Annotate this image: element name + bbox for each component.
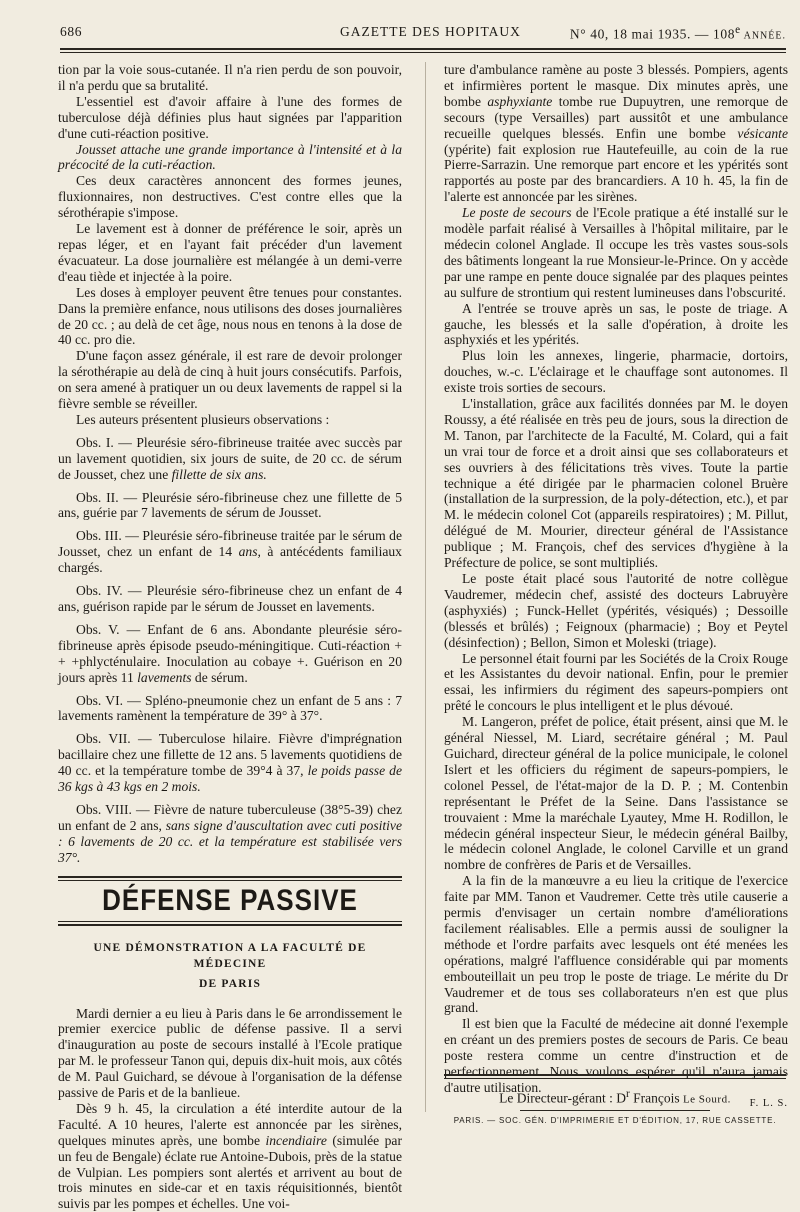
observation-4: Obs. IV. — Pleurésie séro-fibrineuse chez un enfant de 4 ans, guérison rapide par le sérum de Jousset en lavements.: [58, 583, 402, 614]
observation-3: Obs. III. — Pleurésie séro-fibrineuse traitée par le sérum de Jousset, chez un enfant de 14 ans, à antécédents familiaux chargés.: [58, 528, 402, 576]
paragraph: Il est bien que la Faculté de médecine ait donné l'exemple en créant un des premiers postes de secours de Paris. Ce beau poste restera comme un centre d'instruction et de perfectionnement. Nous voulons espérer qu'il n'aura jamais d'autre utilisation.: [444, 1016, 788, 1095]
director-credit: Le Directeur-gérant : $D^r$ François Le Sourd.: [499, 1088, 731, 1106]
paragraph: Les auteurs présentent plusieurs observations :: [76, 411, 330, 427]
paragraph: tion par la voie sous-cutanée. Il n'a rien perdu de son pouvoir, il n'a perdu que sa brutalité.: [58, 62, 402, 93]
author-initials: F. L. S.: [749, 1097, 788, 1109]
column-divider: [425, 62, 426, 1112]
section-rule: [58, 876, 402, 878]
paragraph: Le poste était placé sous l'autorité de notre collègue Vaudremer, médecin chef, assisté des docteurs Labruyère (asphyxiés) ; Funck-Hellet (ypérités, vésiqués) ; Dessoille (blessés et brûlés) ; Feignoux (pharmacie) ; Boy et Peytel (désinfection) ; Bellon, Simon et Moleski (triage).: [444, 571, 788, 650]
paragraph: Le personnel était fourni par les Sociétés de la Croix Rouge et les Assistantes du devoir national. Enfin, pour le premier essai, les infirmiers du régiment des sapeurs-pompiers ont prêté le concours le plus intelligent et le plus dévoué.: [444, 650, 788, 714]
header-rule: [60, 48, 786, 50]
paragraph: Jousset attache une grande importance à l'intensité et à la précocité de la cuti-réaction.: [58, 141, 402, 173]
section-rule: [58, 924, 402, 926]
section-rule-thin: [58, 921, 402, 922]
observation-7: Obs. VII. — Tuberculose hilaire. Fièvre d'imprégnation bacillaire chez une fillette de 12 ans. 5 lavements quotidiens de 40 cc. et la température tombe de 39°4 à 37, le poids passe de 36 kgs à 43 kgs en 2 mois.: [58, 731, 402, 795]
issue-info: N° 40, 18 mai 1935. — 108e ANNÉE.: [569, 24, 786, 42]
page-number: 686: [60, 24, 83, 39]
paragraph: Ces deux caractères annoncent des formes jeunes, fluxionnaires, non destructives. C'est contre elles que la sérothérapie s'impose.: [58, 173, 402, 221]
paragraph: A l'entrée se trouve après un sas, le poste de triage. A gauche, les blessés et la salle d'opération, à droite les asphyxiés et les ypérités.: [444, 300, 788, 348]
right-column: [444, 62, 788, 1112]
section-title: DÉFENSE PASSIVE: [102, 882, 358, 917]
observation-6: Obs. VI. — Spléno-pneumonie chez un enfant de 5 ans : 7 lavements ramènent la température de 39° à 37°.: [58, 692, 402, 724]
article-heading: UNE DÉMONSTRATION A LA FACULTÉ DE MÉDECINE: [93, 941, 367, 970]
paragraph: D'une façon assez générale, il est rare de devoir prolonger la sérothérapie au delà de cinq à huit jours consécutifs. Parfois, on sera amené à pratiquer un ou deux lavements de rappel si la fièvre semble se réveiller.: [58, 348, 402, 412]
observation-1: Obs. I. — Pleurésie séro-fibrineuse traitée avec succès par un lavement quotidien, six jours de suite, de 20 cc. de sérum de Jousset, chez une fillette de six ans.: [58, 434, 402, 482]
paragraph: L'installation, grâce aux facilités données par M. le doyen Roussy, a été réalisée en très peu de jours, sous la direction de M. Tanon, par l'architecte de la Faculté, M. Colard, qui a fait un vrai tour de force et a droit ainsi que ses collaborateurs et ses ouvriers à des félicitations très vives. Toute la partie technique a été dirigée par le pharmacien colonel Bruère (installation de la surpression, de la poly-détection, etc.), et par M. le médecin colonel Cot (appareils respiratoires) ; M. Pillut, délégué de M. Mourier, directeur général de l'Assistance publique ; M. François, chef des services d'hygiène à la Préfecture de police, se sont multipliés.: [444, 396, 788, 571]
journal-title: GAZETTE DES HOPITAUX: [340, 24, 521, 39]
article-heading-line2: DE PARIS: [198, 977, 262, 990]
paragraph: M. Langeron, préfet de police, était présent, ainsi que M. le général Niessel, M. Liard, secrétaire général ; M. Paul Guichard, directeur général de la police municipale, le colonel Islert et les officiers du régiment de sapeurs-pompiers, le colonel Pessel, de l'état-major de la D. P. ; M. Contenbin représentant le Préfet de la Seine. Dans l'assistance se trouvaient : Mme la maréchale Lyautey, Mme H. Rodillon, le médecin général inspecteur Sieur, le médecin général Bailby, le médecin colonel Anglade, le colonel Carville et un grand nombre de confrères de Paris et de Versailles.: [444, 714, 788, 873]
footer-rule-thin: [444, 1078, 786, 1079]
paragraph: Plus loin les annexes, lingerie, pharmacie, dortoirs, douches, w.-c. L'éclairage et le chauffage sont autonomes. Il existe trois sorties de secours.: [444, 348, 788, 396]
paragraph: Le lavement est à donner de préférence le soir, après un repas léger, et en l'ayant fait précéder d'un lavement évacuateur. La dose journalière est mélangée à un demi-verre d'eau tiède et injectée à la poire.: [58, 221, 402, 284]
footer-rule-short: [520, 1110, 710, 1111]
section-rule-thin: [58, 880, 402, 881]
paragraph: Dès 9 h. 45, la circulation a été interdite autour de la Faculté. A 10 heures, l'alerte est annoncée par les sirènes, quelques minutes après, une bombe incendiaire (simulée par un feu de Bengale) éclate rue Antoine-Dubois, près de la statue de Vulpian. Les pompiers sont alertés et arrivent au bout de trois minutes en side-car et en taxis réquisitionnés, bientôt suivis par les pompes et échelles. Une voi-: [58, 1100, 402, 1212]
paragraph: A la fin de la manœuvre a eu lieu la critique de l'exercice faite par MM. Tanon et Vaudremer. Cette très utile causerie a permis d'envisager un certain nombre d'améliorations facilement réalisables. Elle a permis aussi de souligner la méthode et l'ordre parfaits avec lesquels ont été menées les opérations, malgré l'affluence considérable qui par moments embouteillait un peu trop le poste de triage. Le mérite du Dr Vaudremer et de tous ses collaborateurs n'en est que plus grand.: [444, 873, 788, 1016]
printer-credit: PARIS. — SOC. GÉN. D'IMPRIMERIE ET D'ÉDITION, 17, RUE CASSETTE.: [453, 1116, 777, 1125]
paragraph: Mardi dernier a eu lieu à Paris dans le 6e arrondissement le premier exercice public de défense passive. Il a servi d'inauguration au poste de secours installé à l'Ecole pratique par M. le professeur Tanon qui, depuis dix-huit mois, aux côtés de M. Paul Guichard, se dévoue à l'organisation de la défense passive de Paris et de la banlieue.: [58, 1005, 402, 1101]
page-header: [60, 20, 786, 42]
left-column: [58, 62, 402, 1212]
observation-2: Obs. II. — Pleurésie séro-fibrineuse chez une fillette de 5 ans, guérie par 7 lavements de sérum de Jousset.: [58, 489, 402, 521]
header-rule-thin: [60, 52, 786, 53]
footer-rule: [444, 1074, 786, 1076]
paragraph: Le poste de secours de l'Ecole pratique a été installé sur le modèle parfait réalisé à Versailles à l'hôpital militaire, par le médecin colonel Anglade. Il occupe les très vastes sous-sols des bâtiments longeant la rue Monsieur-le-Prince. On y accède par une rampe en pente douce signalée par des plaques peintes au sulfure de strontium qui restent lumineuses dans l'obscurité.: [444, 205, 788, 300]
observation-8: Obs. VIII. — Fièvre de nature tuberculeuse (38°5-39) chez un enfant de 2 ans, sans signe d'auscultation avec cuti positive : 6 lavements de 20 cc. et la température est stabilisée vers 37°.: [58, 801, 403, 865]
paragraph: Les doses à employer peuvent être tenues pour constantes. Dans la première enfance, nous utilisons des doses journalières de 20 cc. ; au delà de cet âge, nous nous en tenons à la dose de 40 cc. pro die.: [58, 284, 402, 348]
observation-5: Obs. V. — Enfant de 6 ans. Abondante pleurésie séro-fibrineuse après épisode pseudo-méningitique. Cuti-réaction + + +phlycténulaire. Inoculation au cobaye +. Guérison en 20 jours après 11 lavements de sérum.: [58, 621, 402, 685]
paragraph: ture d'ambulance ramène au poste 3 blessés. Pompiers, agents et infirmières portent le masque. Dix minutes après, une bombe asphyxiante tombe rue Dupuytren, une remorque de secours (type Versailles) part aussitôt et une ambulance recueille quelques blessés. Enfin une bombe vésicante (ypérite) fait explosion rue Hautefeuille, au coin de la rue Pierre-Sarrazin. Une remorque part encore et les ypérités sont rapportés au poste par des brancardiers. A 10 h. 45, la fin de l'alerte est annoncée par les sirènes.: [444, 62, 788, 205]
paragraph: L'essentiel est d'avoir affaire à l'une des formes de tuberculose déjà définies plus haut signées par l'apparition d'une cuti-réaction positive.: [58, 93, 402, 141]
